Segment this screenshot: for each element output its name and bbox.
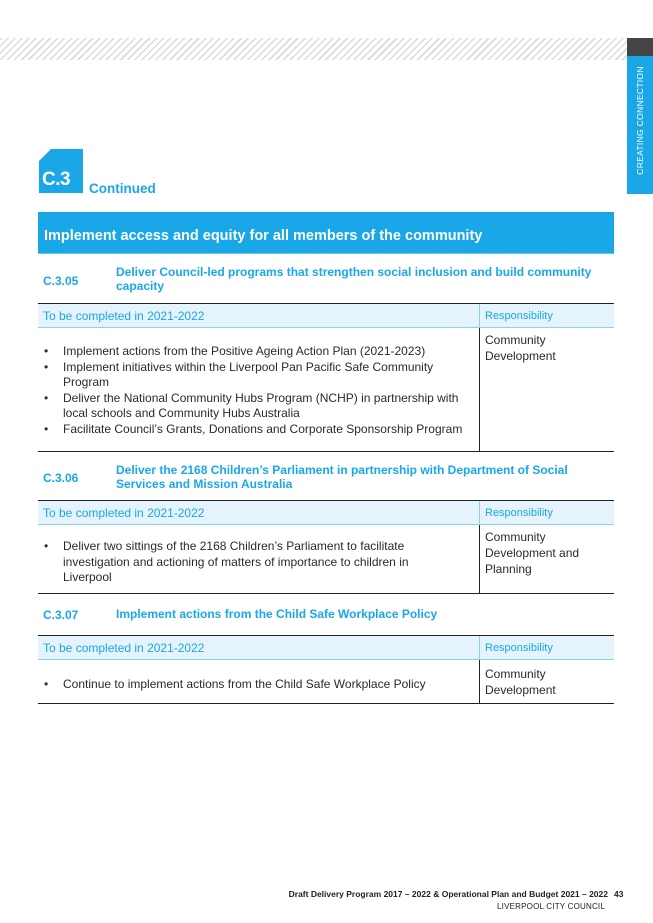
footer-page-number: 43 xyxy=(614,889,624,899)
item-title: Deliver the 2168 Children’s Parliament in partnership with Department of Social Services and Mission Australia xyxy=(116,463,568,491)
header-responsibility: Responsibility xyxy=(485,642,553,654)
table-body-row xyxy=(38,660,614,704)
action-item: • Facilitate Council’s Grants, Donations and Corporate Sponsorship Program xyxy=(38,422,478,438)
item-heading xyxy=(43,265,613,295)
item-heading xyxy=(43,463,613,493)
header-todo: To be completed in 2021-2022 xyxy=(43,506,205,520)
action-item: • Deliver two sittings of the 2168 Children’s Parliament to facilitate investigation and actioning of matters of importance to children in Liverpool xyxy=(38,539,478,586)
table-body-row xyxy=(38,328,614,452)
column-divider xyxy=(479,660,480,703)
responsibility-value: Community Development and Planning xyxy=(485,530,580,576)
section-badge xyxy=(39,149,83,193)
main-heading: Implement access and equity for all members of the community xyxy=(38,212,614,254)
column-divider xyxy=(479,525,480,593)
footer-document-title: Draft Delivery Program 2017 – 2022 & Operational Plan and Budget 2021 – 2022 xyxy=(288,889,608,899)
item-code: C.3.06 xyxy=(43,471,79,485)
item-code: C.3.07 xyxy=(43,608,79,622)
header-todo: To be completed in 2021-2022 xyxy=(43,309,205,323)
footer-council-name: LIVERPOOL CITY COUNCIL xyxy=(497,902,605,911)
action-list xyxy=(38,344,478,437)
responsibility-value: Community Development xyxy=(485,667,556,697)
table-header-row xyxy=(38,635,614,660)
column-divider xyxy=(479,636,480,659)
section-code: C.3 xyxy=(42,169,71,190)
responsibility-value: Community Development xyxy=(485,333,556,363)
header-responsibility: Responsibility xyxy=(485,310,553,322)
side-tab-label: CREATING CONNECTION xyxy=(635,66,645,175)
decorative-hatch-band xyxy=(0,38,627,60)
item-title: Deliver Council-led programs that strengthen social inclusion and build community capacity xyxy=(116,265,592,293)
action-item: • Implement initiatives within the Liverpool Pan Pacific Safe Community Program xyxy=(38,360,478,391)
continued-label: Continued xyxy=(89,181,156,196)
action-list xyxy=(38,677,478,693)
badge-corner-notch xyxy=(39,149,51,161)
table-header-row xyxy=(38,303,614,328)
side-section-tab xyxy=(627,38,653,194)
table-header-row xyxy=(38,500,614,525)
action-list xyxy=(38,539,478,586)
action-item: • Continue to implement actions from the Child Safe Workplace Policy xyxy=(38,677,478,693)
item-code: C.3.05 xyxy=(43,274,79,288)
item-heading xyxy=(43,607,613,623)
column-divider xyxy=(479,501,480,524)
column-divider xyxy=(479,328,480,451)
action-item: • Deliver the National Community Hubs Program (NCHP) in partnership with local schools and Community Hubs Australia xyxy=(38,391,478,422)
action-item: • Implement actions from the Positive Ageing Action Plan (2021-2023) xyxy=(38,344,478,360)
header-responsibility: Responsibility xyxy=(485,507,553,519)
table-body-row xyxy=(38,525,614,594)
header-todo: To be completed in 2021-2022 xyxy=(43,641,205,655)
column-divider xyxy=(479,304,480,327)
item-title: Implement actions from the Child Safe Workplace Policy xyxy=(116,607,438,621)
